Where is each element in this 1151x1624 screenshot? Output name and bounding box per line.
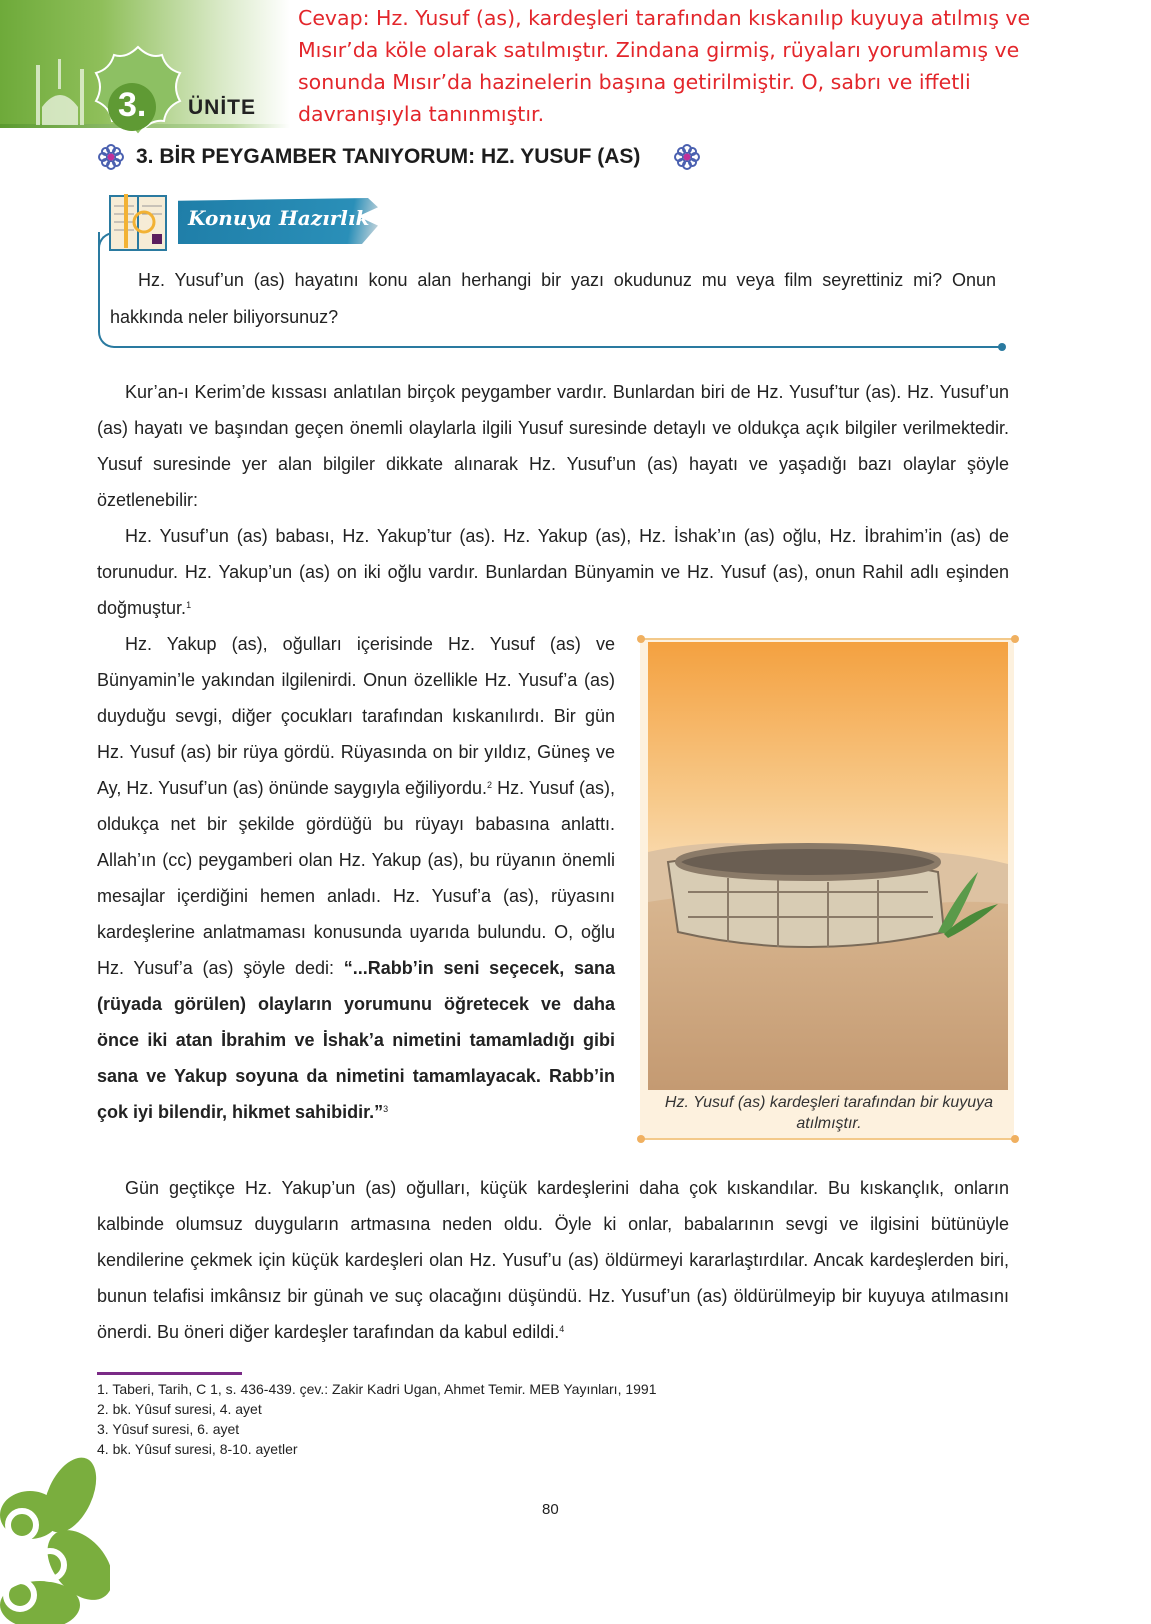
well-illustration bbox=[648, 642, 1008, 1090]
unit-label: ÜNİTE bbox=[188, 96, 256, 119]
figure-caption: Hz. Yusuf (as) kardeşleri tarafından bir kuyuya atılmıştır. bbox=[664, 1094, 994, 1132]
figure-top-line bbox=[640, 638, 1014, 640]
body-text-bottom bbox=[97, 1170, 1009, 1350]
paragraph-text: Hz. Yusuf’un (as) babası, Hz. Yakup’tur (as). Hz. Yakup (as), Hz. İshak’ın (as) oğlu, Hz. İbrahim’in (as) de torunudur. Hz. Yakup’un (as) on iki oğlu vardır. Bunlardan Bünyamin ve Hz. Yusuf (as), onun Rahil adlı eşinden doğmuştur. bbox=[97, 526, 1009, 618]
paragraph: Kur’an-ı Kerim’de kıssası anlatılan birçok peygamber vardır. Bunlardan biri de Hz. Yusuf’tur (as). Hz. Yusuf’un (as) hayatı ve başından geçen önemli olaylarla ilgili Yusuf suresinde detaylı ve oldukça açık bilgiler verilmektedir. Yusuf suresinde yer alan bilgiler dikkate alınarak Hz. Yusuf’un (as) hayatı ve yaşadığı bazı olaylar şöyle özetlenebilir: bbox=[97, 382, 1009, 510]
paragraph bbox=[97, 626, 615, 1130]
figure-dot bbox=[1011, 635, 1019, 643]
footnote-ref: 3 bbox=[383, 1104, 389, 1114]
figure-dot bbox=[637, 635, 645, 643]
footnote-ref: 2 bbox=[487, 780, 493, 790]
answer-text: Cevap: Hz. Yusuf (as), kardeşleri tarafından kıskanılıp kuyuya atılmış ve Mısır’da köle olarak satılmıştır. Zindana girmiş, rüyaları yorumlamış ve sonunda Mısır’da hazinelerin başına getirilmiştir. O, sabrı ve iffetli davranışıyla tanınmıştır. bbox=[298, 6, 1031, 126]
figure-dot bbox=[1011, 1135, 1019, 1143]
flower-ornament-icon bbox=[98, 144, 124, 170]
footnote: 1. Taberi, Tarih, C 1, s. 436-439. çev.: Zakir Kadri Ugan, Ahmet Temir. MEB Yayınları, 1991 bbox=[97, 1381, 657, 1397]
footnotes bbox=[97, 1379, 657, 1459]
footnote-ref: 4 bbox=[559, 1324, 565, 1334]
page-number: 80 bbox=[542, 1501, 559, 1518]
paragraph-text: Gün geçtikçe Hz. Yakup’un (as) oğulları, küçük kardeşlerini daha çok kıskandılar. Bu kıskançlık, onların kalbinde olumsuz duyguların artmasına neden oldu. Öyle ki onlar, babalarının sevgi ve ilgisini bütünüyle kendilerine çekmek için küçük kardeşleri olan Hz. Yusuf’u (as) öldürmeyi kararlaştırdılar. Ancak kardeşlerden biri, bunun telafisi imkânsız bir günah ve suç olacağını düşündü. Hz. Yusuf’un (as) öldürülmeyip bir kuyuya atılmasını önerdi. Bu öneri diğer kardeşler tarafından da kabul edildi. bbox=[97, 1178, 1009, 1342]
flower-ornament-icon bbox=[674, 144, 700, 170]
prep-label: Konuya Hazırlık bbox=[188, 206, 370, 230]
mosque-icon bbox=[30, 55, 90, 125]
prep-question: Hz. Yusuf’un (as) hayatını konu alan herhangi bir yazı okudunuz mu veya film seyrettiniz mi? Onun hakkında neler biliyorsunuz? bbox=[110, 270, 996, 327]
body-text-top bbox=[97, 374, 1009, 626]
paragraph bbox=[97, 518, 1009, 626]
paragraph bbox=[97, 1170, 1009, 1350]
section-title: 3. BİR PEYGAMBER TANIYORUM: HZ. YUSUF (AS) bbox=[136, 145, 641, 168]
footnote: 3. Yûsuf suresi, 6. ayet bbox=[97, 1421, 240, 1437]
footnote-divider bbox=[97, 1372, 242, 1375]
footnote-ref: 1 bbox=[186, 600, 192, 610]
section-title-row bbox=[98, 144, 700, 170]
footnote: 4. bk. Yûsuf suresi, 8-10. ayetler bbox=[97, 1441, 298, 1457]
prep-box-dot bbox=[998, 343, 1006, 351]
figure-bottom-line bbox=[640, 1138, 1014, 1140]
figure-dot bbox=[637, 1135, 645, 1143]
paragraph-text: Hz. Yakup (as), oğulları içerisinde Hz. Yusuf (as) ve Bünyamin’le yakından ilgilenirdi. Onun özellikle Hz. Yusuf’a (as) duyduğu sevgi, diğer çocukları tarafından kıskanılırdı. Bir gün Hz. Yusuf (as) bir rüya gördü. Rüyasında on bir yıldız, Güneş ve Ay, Hz. Yusuf’un (as) önünde saygıyla eğiliyordu. bbox=[97, 634, 615, 798]
book-magnifier-icon bbox=[108, 192, 170, 254]
unit-number: 3. bbox=[118, 86, 147, 124]
corner-ornament-icon bbox=[0, 1455, 110, 1624]
body-text-left-column bbox=[97, 626, 615, 1130]
quote-text: “...Rabb’in seni seçecek, sana (rüyada görülen) olayların yorumunu öğretecek ve daha önce iki atan İbrahim ve İshak’a nimetini tamamladığı gibi sana ve Yakup soyuna da nimetini tamamlayacak. Rabb’in çok iyi bilendir, hikmet sahibidir.” bbox=[97, 958, 616, 1122]
paragraph-text: Hz. Yusuf (as), oldukça net bir şekilde gördüğü bu rüyayı babasına anlattı. Allah’ın (cc) peygamberi olan Hz. Yakup (as), bu rüyanın önemli mesajlar içerdiğini hemen anladı. Hz. Yusuf’a (as), rüyasını kardeşlerine anlatmaması konusunda uyarıda bulundu. O, oğlu Hz. Yusuf’a (as) şöyle dedi: bbox=[97, 778, 615, 978]
footnote: 2. bk. Yûsuf suresi, 4. ayet bbox=[97, 1401, 262, 1417]
